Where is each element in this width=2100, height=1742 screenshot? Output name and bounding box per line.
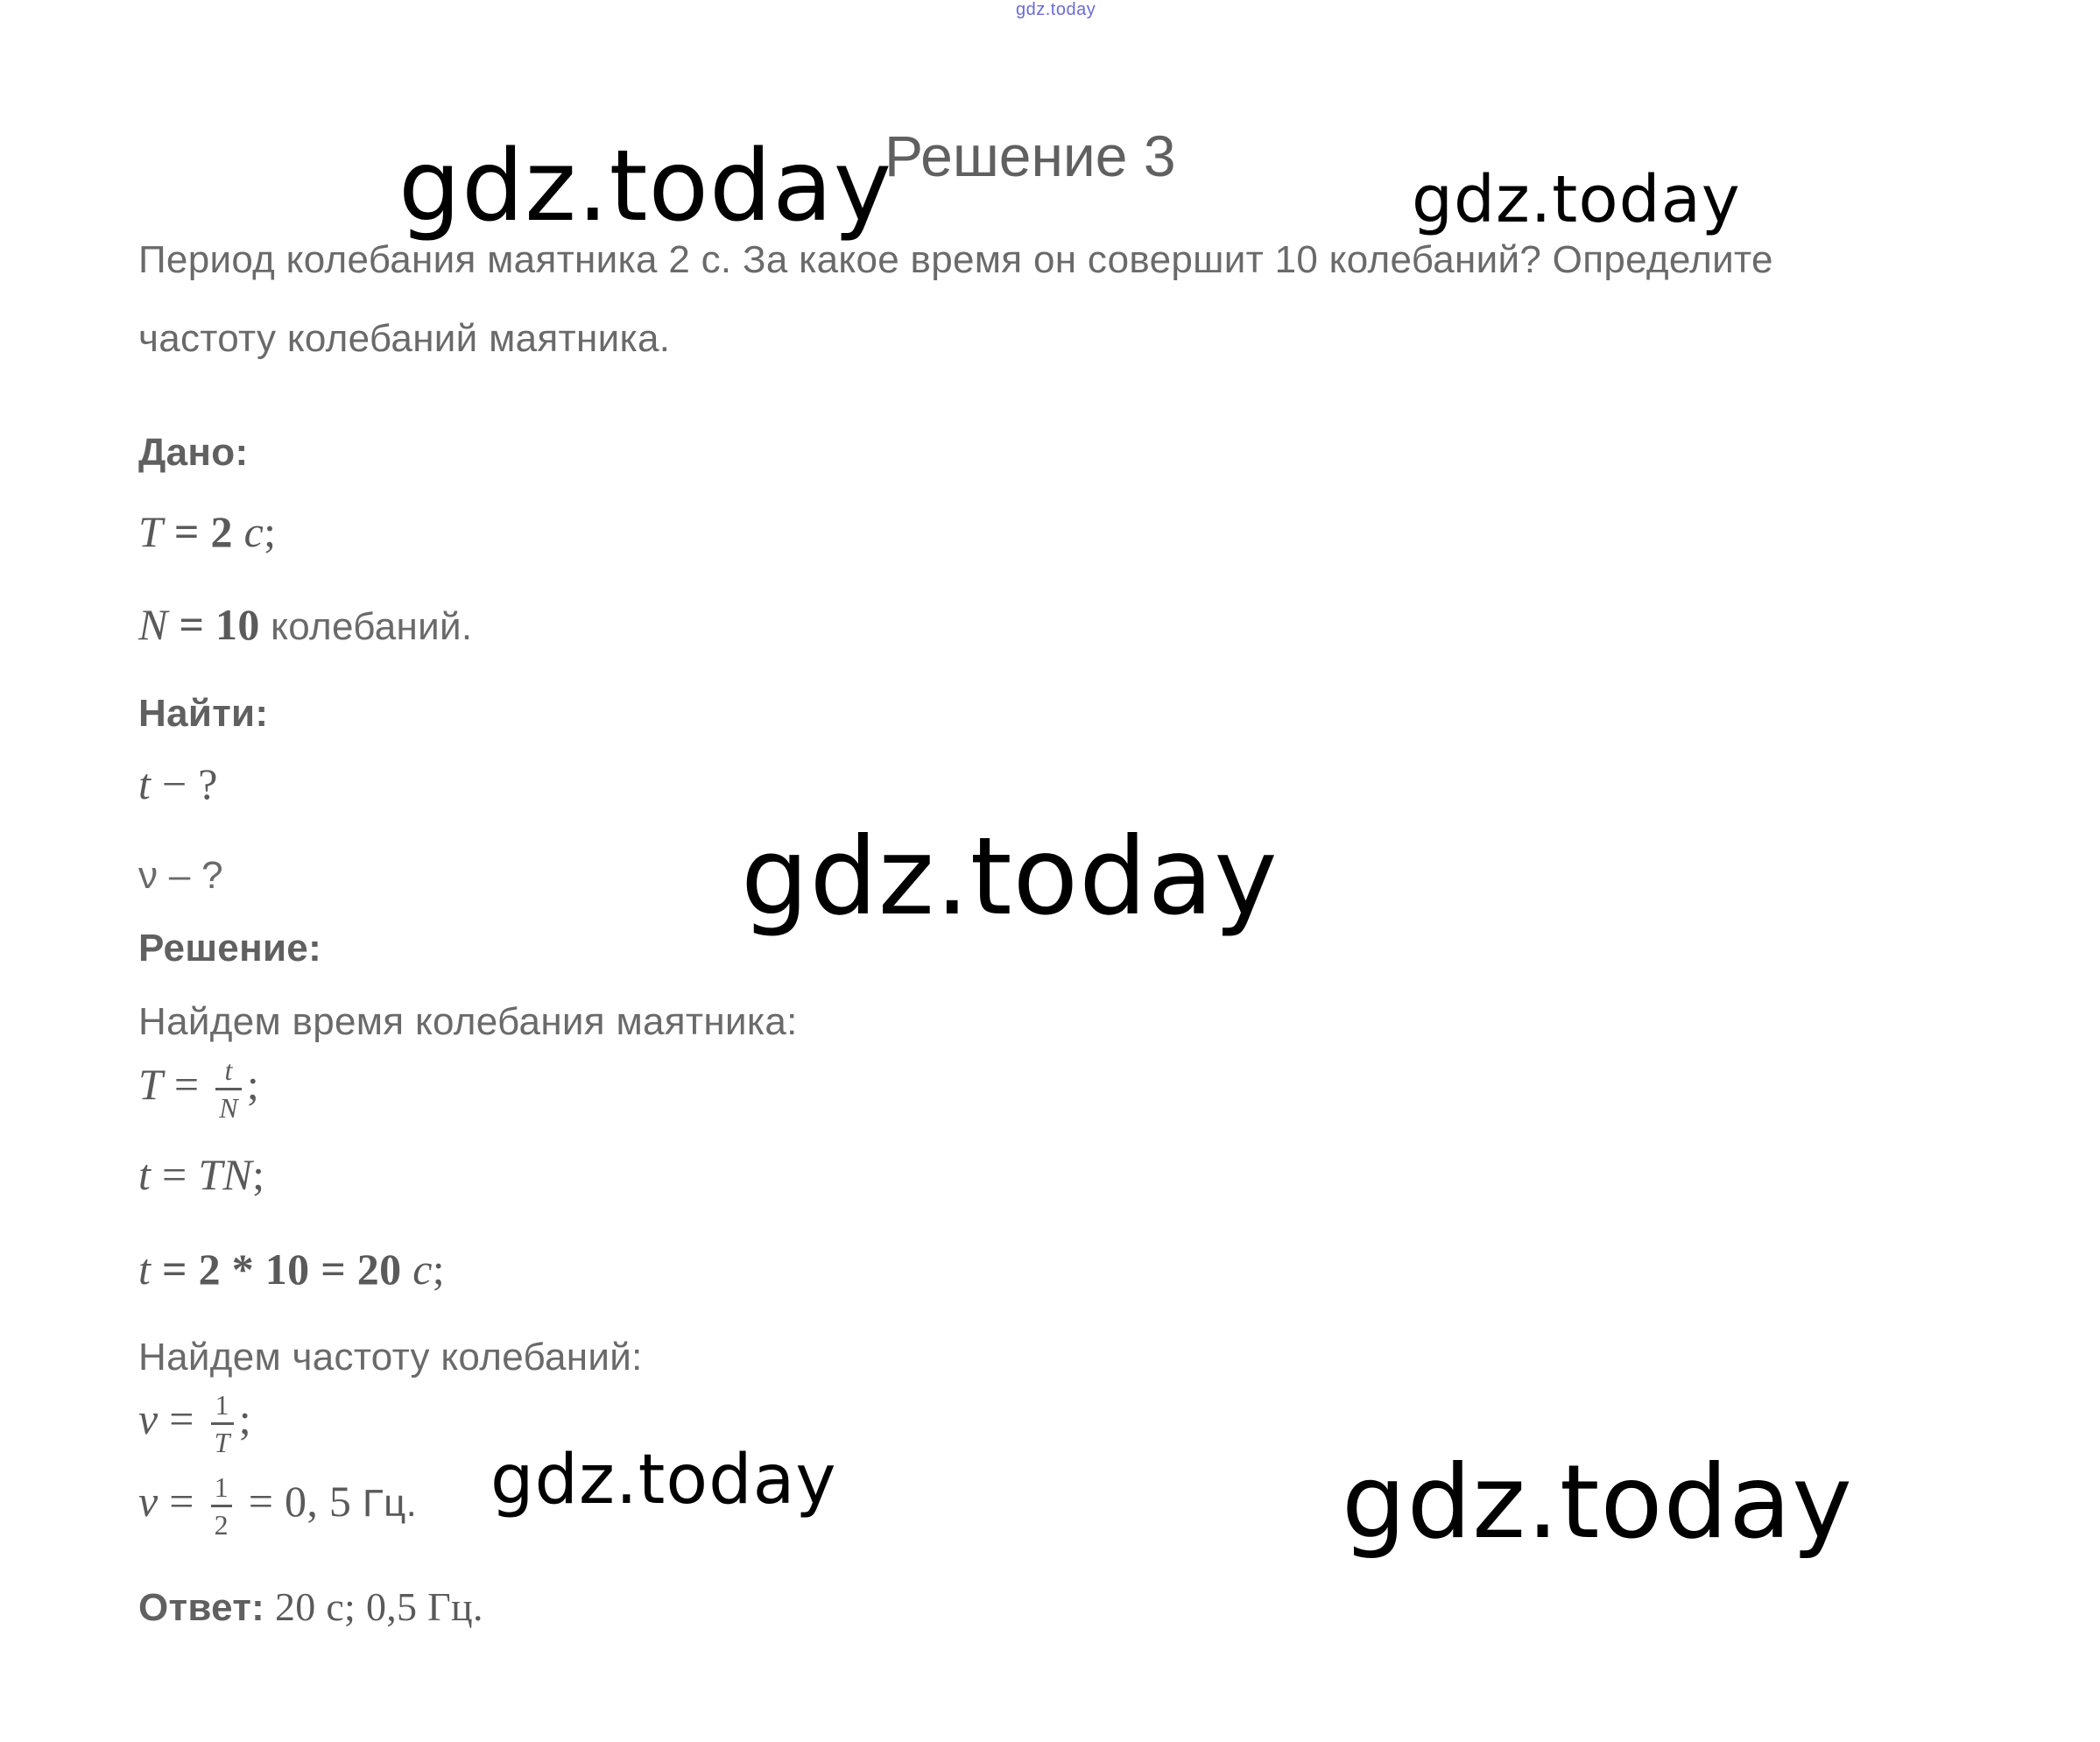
given-period-value: = 2: [163, 507, 244, 556]
formula-period-fraction: [215, 1056, 242, 1122]
formula-frequency-value-eq: =: [158, 1476, 206, 1526]
formula-period-num: t: [215, 1056, 242, 1090]
given-period-unit: с: [243, 507, 264, 556]
formula-frequency-num: 1: [211, 1391, 234, 1425]
formula-frequency-fraction: [211, 1391, 234, 1456]
page-title: Решение 3: [884, 123, 1176, 188]
given-period-end: ;: [264, 507, 277, 556]
formula-time: [138, 1149, 264, 1200]
formula-time-value-expr: = 2 * 10 = 20: [151, 1245, 413, 1294]
problem-line-2: частоту колебаний маятника.: [138, 317, 671, 360]
formula-period-lhs: T: [138, 1059, 164, 1109]
formula-period-den: N: [219, 1092, 238, 1124]
solution-step-2: Найдем частоту колебаний:: [138, 1336, 643, 1379]
given-count: [138, 599, 472, 650]
watermark: gdz.today: [741, 815, 1279, 939]
solution-step-1: Найдем время колебания маятника:: [138, 1000, 798, 1043]
formula-time-value-unit: с: [412, 1245, 433, 1294]
formula-period: [138, 1056, 259, 1122]
answer-text: 20 с; 0,5 Гц.: [264, 1584, 483, 1629]
watermark: gdz.today: [490, 1441, 837, 1520]
formula-frequency-value-fraction: [211, 1473, 232, 1539]
formula-frequency-end: ;: [238, 1393, 251, 1443]
find-label: Найти:: [138, 692, 269, 735]
watermark: gdz.today: [1342, 1443, 1853, 1562]
formula-time-rhs: TN: [198, 1150, 253, 1199]
problem-line-1: Период колебания маятника 2 с. За какое время он совершит 10 колебаний? Определите: [138, 238, 1773, 281]
find-time-var: t: [138, 759, 152, 808]
formula-frequency-value-lhs: ν: [138, 1476, 159, 1526]
formula-time-end: ;: [252, 1150, 265, 1199]
find-time: [138, 758, 218, 809]
given-label: Дано:: [138, 431, 249, 474]
find-time-rest: − ?: [151, 759, 218, 808]
answer-line: [138, 1583, 483, 1630]
given-count-text: колебаний.: [259, 605, 473, 648]
formula-time-lhs: t: [138, 1150, 152, 1199]
formula-frequency-lhs: ν: [138, 1393, 159, 1443]
formula-frequency-eq: =: [158, 1393, 206, 1443]
watermark: gdz.today: [1412, 162, 1741, 237]
formula-frequency-value: [138, 1473, 417, 1539]
watermark: gdz.today: [398, 130, 893, 243]
given-period-var: T: [138, 507, 164, 556]
formula-frequency: [138, 1391, 251, 1456]
given-count-value: = 10: [167, 600, 260, 649]
formula-frequency-value-num: 1: [211, 1473, 232, 1507]
formula-period-eq: =: [163, 1059, 211, 1109]
solution-label: Решение:: [138, 927, 322, 970]
formula-time-eq: =: [151, 1150, 199, 1199]
answer-label: Ответ:: [138, 1586, 265, 1629]
formula-frequency-value-den: 2: [214, 1509, 229, 1541]
formula-frequency-den: T: [214, 1427, 230, 1458]
formula-frequency-value-rhs: = 0, 5: [236, 1476, 363, 1526]
given-count-var: N: [138, 600, 168, 649]
formula-time-value-end: ;: [432, 1245, 445, 1294]
formula-time-value-lhs: t: [138, 1245, 152, 1294]
formula-time-value: [138, 1244, 445, 1294]
site-mark: gdz.today: [1016, 0, 1096, 19]
formula-frequency-value-unit: Гц.: [363, 1481, 418, 1525]
formula-period-end: ;: [246, 1059, 260, 1109]
given-period: [138, 506, 276, 557]
find-frequency: ν – ?: [138, 854, 223, 897]
